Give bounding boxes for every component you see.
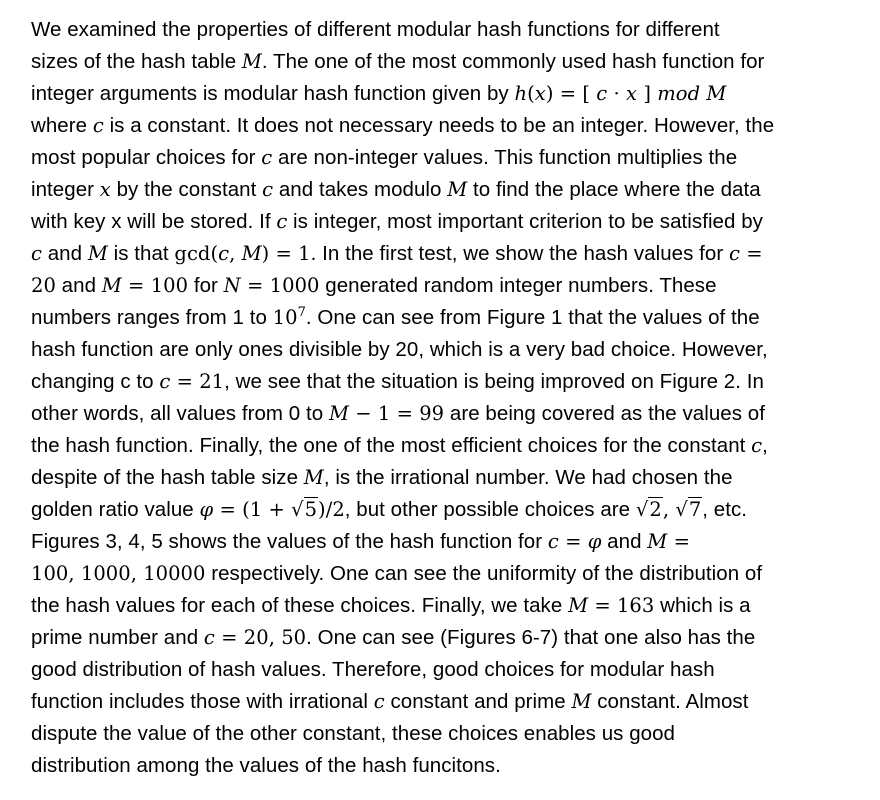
math-expression: ·: [607, 82, 627, 105]
math-expression: ) = [: [545, 82, 597, 105]
text-run: sizes of the hash table: [31, 50, 242, 73]
math-variable: c: [729, 242, 740, 265]
math-variable: N: [223, 274, 241, 297]
text-run: and: [41, 242, 88, 265]
text-run: numbers ranges from 1 to: [31, 306, 273, 329]
text-line: [31, 686, 860, 718]
text-run: function includes those with irrational: [31, 690, 374, 713]
text-run: the hash values for each of these choices. Finally, we take: [31, 594, 569, 617]
math-variable: x: [534, 82, 546, 105]
text-run: and: [55, 274, 102, 297]
math-expression: = 100: [121, 274, 189, 297]
text-line: [31, 206, 860, 238]
text-line: [31, 750, 860, 782]
text-run: the hash function. Finally, the one of the most efficient choices for the constant: [31, 434, 752, 457]
text-run: is integer, most important criterion to be satisfied by: [287, 210, 763, 233]
square-root-expression: [636, 497, 663, 521]
math-variable: M: [571, 690, 592, 713]
text-line: [31, 654, 860, 686]
text-run: and: [601, 530, 648, 553]
text-run: by the constant: [110, 178, 263, 201]
text-run: and takes modulo: [273, 178, 448, 201]
text-run: hash function are only ones divisible by 20, which is a very bad choice. However,: [31, 338, 768, 361]
text-line: [31, 302, 860, 334]
math-expression: 100, 1000, 10000: [31, 562, 206, 585]
square-root-expression: [291, 497, 318, 521]
math-variable: c: [159, 370, 171, 393]
math-expression: 10: [272, 306, 298, 329]
math-variable: c: [276, 210, 288, 233]
math-variable: M: [303, 466, 324, 489]
text-line: [31, 366, 860, 398]
math-variable: c: [373, 690, 385, 713]
math-variable: c: [547, 530, 559, 553]
math-variable: c: [751, 434, 763, 457]
math-variable: c: [261, 146, 273, 169]
text-run: to find the place where the data: [467, 178, 761, 201]
math-expression: = 163: [588, 594, 655, 617]
math-expression: = 20, 50: [214, 626, 307, 649]
math-expression: ,: [662, 498, 676, 521]
text-run: for: [188, 274, 224, 297]
math-expression: − 1 = 99: [348, 402, 445, 425]
text-run: is that: [107, 242, 175, 265]
text-line: [31, 174, 860, 206]
math-expression: )/2: [318, 498, 345, 521]
math-expression: =: [558, 530, 588, 553]
math-variable: mod M: [657, 82, 727, 105]
text-run: , but other possible choices are: [344, 498, 636, 521]
text-line: [31, 494, 860, 526]
radicand: 7: [688, 498, 702, 521]
text-line: [31, 78, 860, 110]
text-run: are non-integer values. This function multiplies the: [272, 146, 738, 169]
radicand: 5: [304, 498, 318, 521]
text-line: [31, 238, 860, 270]
text-run: . One can see (Figures 6-7) that one also has the: [306, 626, 756, 649]
text-run: good distribution of hash values. Therefore, good choices for modular hash: [31, 658, 715, 681]
text-run: ,: [762, 434, 768, 457]
math-expression: = 21: [170, 370, 225, 393]
math-variable: c: [596, 82, 608, 105]
text-line: [31, 46, 860, 78]
math-expression: (: [527, 82, 535, 105]
text-line: [31, 526, 860, 558]
math-variable: M: [87, 242, 108, 265]
text-run: integer: [31, 178, 100, 201]
text-run: We examined the properties of different modular hash functions for different: [31, 18, 720, 41]
math-variable: φ: [587, 530, 602, 553]
math-variable: x: [99, 178, 111, 201]
math-variable: M: [447, 178, 468, 201]
text-run: integer arguments is modular hash function given by: [31, 82, 515, 105]
text-run: , is the irrational number. We had chosen the: [323, 466, 733, 489]
text-line: [31, 270, 860, 302]
text-run: , etc.: [702, 498, 748, 521]
math-variable: c: [31, 242, 42, 265]
text-run: . One can see from Figure 1 that the values of the: [305, 306, 760, 329]
math-expression: =: [739, 242, 763, 265]
text-run: other words, all values from 0 to: [31, 402, 329, 425]
text-run: . In the first test, we show the hash values for: [310, 242, 729, 265]
text-line: [31, 398, 860, 430]
radical-sign: √: [291, 498, 304, 521]
math-variable: M: [241, 242, 262, 265]
text-run: changing c to: [31, 370, 160, 393]
exponent: 7: [297, 305, 306, 321]
text-run: generated random integer numbers. These: [319, 274, 717, 297]
text-run: distribution among the values of the hash funcitons.: [31, 754, 501, 777]
text-run: prime number and: [31, 626, 204, 649]
math-variable: x: [626, 82, 638, 105]
text-line: [31, 110, 860, 142]
math-variable: c: [92, 114, 104, 137]
radical-sign: √: [635, 498, 649, 521]
math-expression: ) = 1: [261, 242, 311, 265]
math-variable: φ: [199, 498, 214, 521]
text-line: [31, 14, 860, 46]
text-run: is a constant. It does not necessary needs to be an integer. However, the: [103, 114, 775, 137]
square-root-expression: [675, 497, 702, 521]
text-run: , we see that the situation is being improved on Figure 2. In: [224, 370, 764, 393]
text-line: [31, 622, 860, 654]
text-run: respectively. One can see the uniformity of the distribution of: [205, 562, 763, 585]
text-run: are being covered as the values of: [444, 402, 765, 425]
math-expression: = (1 +: [213, 498, 292, 521]
math-variable: c: [218, 242, 230, 265]
math-variable: M: [568, 594, 589, 617]
math-variable: M: [328, 402, 349, 425]
math-expression: ]: [637, 82, 658, 105]
text-run: Figures 3, 4, 5 shows the values of the hash function for: [31, 530, 548, 553]
text-run: golden ratio value: [31, 498, 200, 521]
math-variable: M: [241, 50, 262, 73]
text-run: constant and prime: [384, 690, 572, 713]
math-variable: c: [262, 178, 274, 201]
radicand: 2: [649, 498, 662, 521]
text-run: most popular choices for: [31, 146, 262, 169]
body-paragraph: [31, 14, 860, 782]
math-expression: =: [667, 530, 690, 553]
radical-sign: √: [675, 498, 688, 521]
math-variable: M: [101, 274, 122, 297]
text-line: [31, 718, 860, 750]
math-expression: gcd(: [174, 242, 219, 265]
text-line: [31, 590, 860, 622]
math-variable: M: [647, 530, 668, 553]
text-line: [31, 334, 860, 366]
text-run: where: [31, 114, 93, 137]
text-run: constant. Almost: [591, 690, 749, 713]
text-line: [31, 558, 860, 590]
math-variable: h: [514, 82, 528, 105]
text-run: . The one of the most commonly used hash function for: [261, 50, 765, 73]
math-expression: ,: [229, 242, 242, 265]
text-run: despite of the hash table size: [31, 466, 304, 489]
math-expression: = 1000: [240, 274, 320, 297]
text-line: [31, 430, 860, 462]
text-line: [31, 462, 860, 494]
math-variable: c: [203, 626, 215, 649]
text-line: [31, 142, 860, 174]
text-run: which is a: [654, 594, 751, 617]
text-run: dispute the value of the other constant, these choices enables us good: [31, 722, 675, 745]
math-expression: 20: [31, 274, 56, 297]
text-run: with key x will be stored. If: [31, 210, 277, 233]
